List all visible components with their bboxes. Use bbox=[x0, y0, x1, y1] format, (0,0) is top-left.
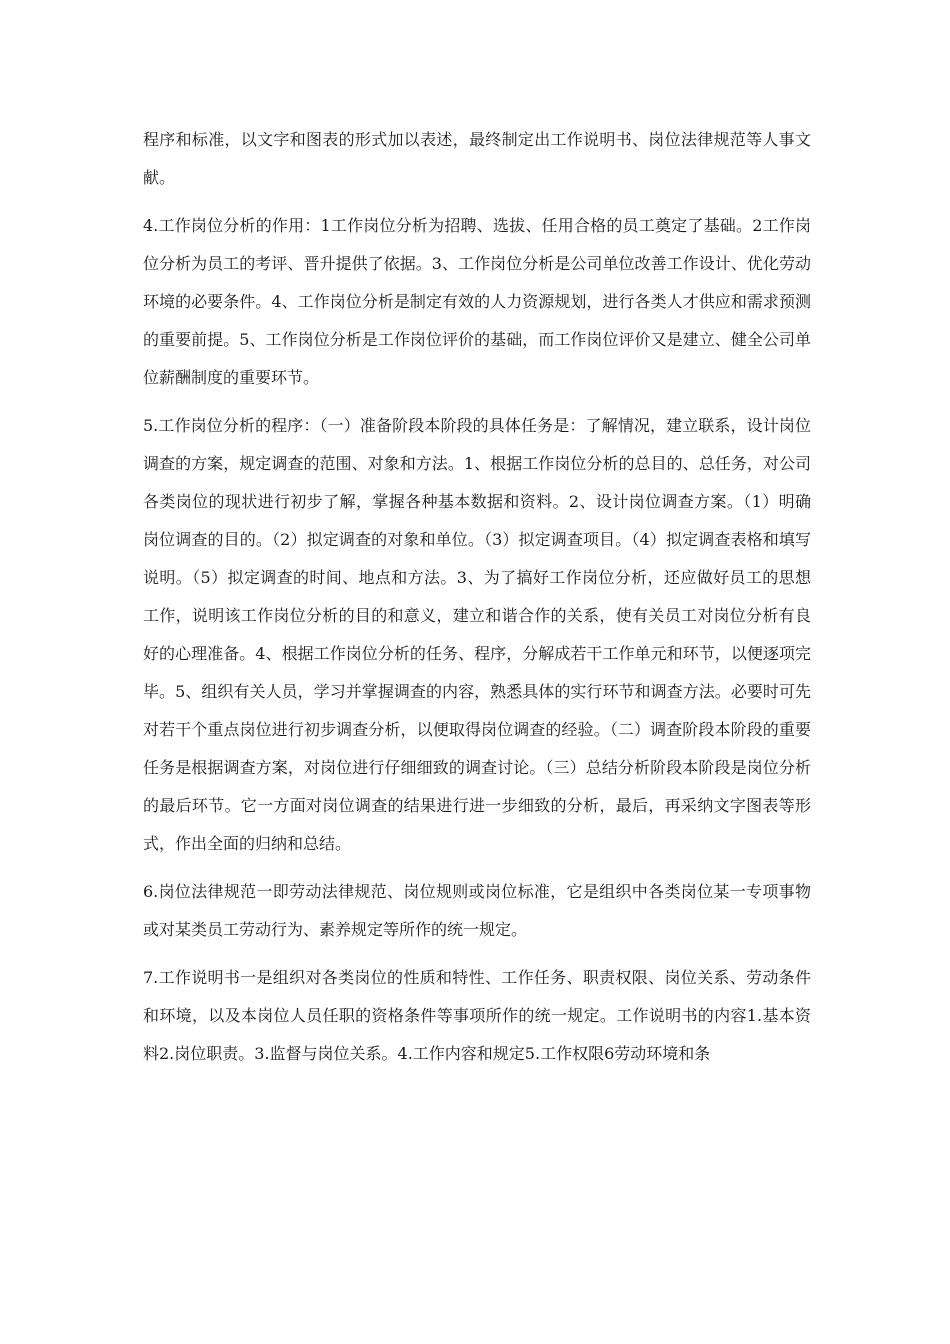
paragraph-position-norms: 6.岗位法律规范一即劳动法律规范、岗位规则或岗位标准，它是组织中各类岗位某一专项事物或对某类员工劳动行为、素养规定等所作的统一规定。 bbox=[143, 882, 811, 939]
paragraph-procedure-continued: 程序和标准，以文字和图表的形式加以表述，最终制定出工作说明书、岗位法律规范等人事文献。 bbox=[143, 130, 811, 187]
paragraph-job-analysis-procedure: 5.工作岗位分析的程序：（一）准备阶段本阶段的具体任务是：了解情况，建立联系，设计岗位调查的方案，规定调查的范围、对象和方法。1、根据工作岗位分析的总目的、总任务，对公司各类岗位的现状进行初步了解，掌握各种基本数据和资料。2、设计岗位调查方案。（1）明确岗位调查的目的。（2）拟定调查的对象和单位。（3）拟定调查项目。（4）拟定调查表格和填写说明。（5）拟定调查的时间、地点和方法。3、为了搞好工作岗位分析，还应做好员工的思想工作，说明该工作岗位分析的目的和意义，建立和谐合作的关系，使有关员工对岗位分析有良好的心理准备。4、根据工作岗位分析的任务、程序，分解成若干工作单元和环节，以便逐项完毕。5、组织有关人员，学习并掌握调查的内容，熟悉具体的实行环节和调查方法。必要时可先对若干个重点岗位进行初步调查分析，以便取得岗位调查的经验。（二）调查阶段本阶段的重要任务是根据调查方案，对岗位进行仔细细致的调查讨论。（三）总结分析阶段本阶段是岗位分析的最后环节。它一方面对岗位调查的结果进行进一步细致的分析，最后，再采纳文字图表等形式，作出全面的归纳和总结。 bbox=[143, 416, 811, 853]
paragraph-job-description: 7.工作说明书一是组织对各类岗位的性质和特性、工作任务、职责权限、岗位关系、劳动条件和环境，以及本岗位人员任职的资格条件等事项所作的统一规定。工作说明书的内容1.基本资料2.岗位职责。3.监督与岗位关系。4.工作内容和规定5.工作权限6劳动环境和条 bbox=[143, 968, 811, 1063]
paragraph-job-analysis-functions: 4.工作岗位分析的作用：1工作岗位分析为招聘、选拔、任用合格的员工奠定了基础。2工作岗位分析为员工的考评、晋升提供了依据。3、工作岗位分析是公司单位改善工作设计、优化劳动环境的必要条件。4、工作岗位分析是制定有效的人力资源规划，进行各类人才供应和需求预测的重要前提。5、工作岗位分析是工作岗位评价的基础，而工作岗位评价又是建立、健全公司单位薪酬制度的重要环节。 bbox=[143, 216, 811, 387]
document-body bbox=[143, 121, 811, 1083]
